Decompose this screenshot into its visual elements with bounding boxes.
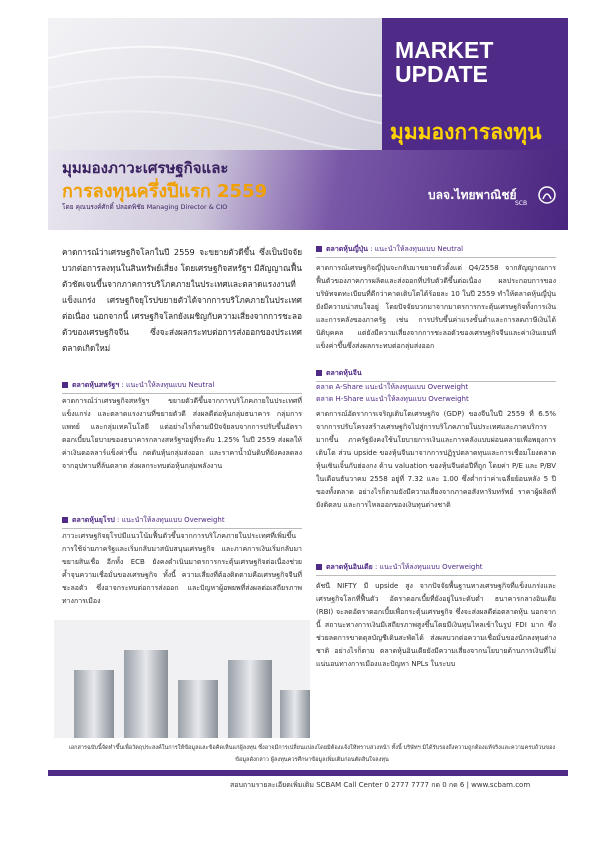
section-head-cn: [316, 368, 556, 382]
bullet-square-icon: [62, 382, 68, 388]
section-title-us: ตลาดหุ้นสหรัฐฯ: [72, 381, 120, 389]
company-logo-text: บลจ.ไทยพาณิชย์: [428, 188, 517, 202]
cn-a-share-recommendation: ตลาด A-Share แนะนำให้ลงทุนแบบ Overweight: [316, 383, 469, 391]
page-title-line-2: การลงทุนครึ่งปีแรก 2559: [62, 181, 268, 202]
section-body-cn: คาดการณ์อัตราการเจริญเติบโตเศรษฐกิจ (GDP) ของจีนในปี 2559 ที่ 6.5% จากการปรับโครงสร้างเศรษฐกิจไปสู่การบริโภคภายในประเทศและภาคบริการมากขึ้น ภาครัฐยังคงใช้นโยบายการเงินและการคลังแบบผ่อนคลายเพื่อพยุงการเติบโต ส่วน upside ของหุ้นจีนมาจากการปฏิรูปตลาดทุนและการเชื่อมโยงตลาดหุ้นเซินเจิ้นกับฮ่องกง ด้าน valuation ของหุ้นจีนต่อปีที่ถูก โดยค่า P/E และ P/BV ในเดือนธันวาคม 2558 อยู่ที่ 7.32 และ 1.00 ซึ่งต่ำกว่าค่าเฉลี่ยย้อนหลัง 5 ปีของทั้งตลาด อย่างไรก็ตามยังมีความเสี่ยงจากภาคอสังหาริมทรัพย์ ราคาผู้ผลิตที่ยังติดลบ และการไหลออกของเงินทุนต่างชาติ: [316, 410, 556, 509]
disclaimer: เอกสารฉบับนี้จัดทำขึ้นเพื่อวัตถุประสงค์ในการให้ข้อมูลและข้อคิดเห็นแก่ผู้ลงทุน ซึ่งอาจมีการเปลี่ยนแปลงโดยมิต้องแจ้งให้ทราบล่วงหน้า ทั้งนี้ บริษัทฯ มิได้รับรองถึงความถูกต้องแท้จริงและความครบถ้วนของข้อมูลดังกล่าว ผู้ลงทุนควรศึกษาข้อมูลเพิ่มเติมก่อนตัดสินใจลงทุน: [68, 745, 556, 763]
bullet-square-icon: [316, 370, 322, 376]
footer-divider: [48, 770, 568, 776]
coin-stacks-image: [54, 620, 310, 738]
section-title-eu: ตลาดหุ้นยุโรป: [72, 516, 115, 524]
recommendation-us: : แนะนำให้ลงทุนแบบ Neutral: [121, 381, 215, 389]
footer-contact: สอบถามรายละเอียดเพิ่มเติม SCBAM Call Center 0 2777 7777 กด 0 กด 6 | www.scbam.com: [230, 781, 531, 789]
section-head-jp: [316, 244, 556, 258]
bullet-square-icon: [62, 517, 68, 523]
scb-logo-icon: [538, 186, 556, 204]
recommendation-jp: : แนะนำให้ลงทุนแบบ Neutral: [370, 245, 464, 253]
section-body-us: คาดการณ์ว่าเศรษฐกิจสหรัฐฯ ขยายตัวดีขึ้นจากการบริโภคภายในประเทศที่แข็งแกร่ง และตลาดแรงงานที่ขยายตัวดี ส่งผลดีต่อหุ้นกลุ่มธนาคาร กลุ่มการแพทย์ และกลุ่มเทคโนโลยี แต่อย่างไรก็ตามมีปัจจัยลบจากการปรับขึ้นอัตราดอกเบี้ยนโยบายของธนาคารกลางสหรัฐฯอยู่ที่ระดับ 1.25% ในปี 2559 ส่งผลให้ค่าเงินดอลลาร์แข็งค่าขึ้น กดดันหุ้นกลุ่มส่งออก และราคาน้ำมันดิบที่ยังคงลดลงจากอุปทานที่ล้นตลาด ส่งผลกระทบต่อหุ้นกลุ่มพลังงาน: [62, 397, 302, 470]
company-logo-sub: SCB: [515, 200, 528, 207]
section-head-us: [62, 380, 302, 394]
section-head-india: [316, 562, 556, 576]
section-title-jp: ตลาดหุ้นญี่ปุ่น: [326, 245, 368, 253]
section-body-jp: คาดการณ์เศรษฐกิจญี่ปุ่นจะกลับมาขยายตัวตั้งแต่ Q4/2558 จากสัญญาณการฟื้นตัวของภาคการผลิตและส่งออกที่ปรับตัวดีขึ้นต่อเนื่อง ผลประกอบการของบริษัทจดทะเบียนที่ดีกว่าคาดเติบโตได้ร้อยละ 10 ในปี 2559 ทำให้ตลาดหุ้นญี่ปุ่นยังมีความน่าสนใจอยู่ โดยปัจจัยบวกมาจากมาตรการกระตุ้นเศรษฐกิจทั้งการเงินและการคลังของภาครัฐ เช่น การปรับขึ้นค่าแรงขั้นต่ำและการลดภาษีเงินได้นิติบุคคล แต่ยังมีความเสี่ยงจากการชะลอตัวของเศรษฐกิจจีนและค่าเงินเยนที่แข็งค่าขึ้นซึ่งส่งผลกระทบต่อกลุ่มส่งออก: [316, 264, 556, 350]
recommendation-eu: : แนะนำให้ลงทุนแบบ Overweight: [117, 516, 225, 524]
brand-line-2: UPDATE: [395, 61, 488, 87]
section-title-cn: ตลาดหุ้นจีน: [326, 369, 362, 377]
page-title-line-1: มุมมองภาวะเศรษฐกิจและ: [62, 159, 229, 177]
recommendation-india: : แนะนำให้ลงทุนแบบ Overweight: [374, 563, 483, 571]
brand-subtitle: มุมมองการลงทุน: [390, 120, 542, 144]
cn-h-share-recommendation: ตลาด H-Share แนะนำให้ลงทุนแบบ Overweight: [316, 395, 469, 403]
bullet-square-icon: [316, 246, 322, 252]
author-line: โดย คุณนรงค์ศักดิ์ ปลอดพิชัย Managing Director & CIO: [62, 203, 228, 211]
brand-line-1: MARKET: [395, 37, 494, 63]
section-body-india: ดัชนี NIFTY มี upside สูง จากปัจจัยพื้นฐานทางเศรษฐกิจที่แข็งแกร่งและเศรษฐกิจโลกที่ฟื้นตัว อัตราดอกเบี้ยที่ยังอยู่ในระดับต่ำ ธนาคารกลางอินเดีย (RBI) จะลดอัตราดอกเบี้ยเพื่อกระตุ้นเศรษฐกิจ ซึ่งจะส่งผลดีต่อตลาดหุ้น นอกจากนี้ สถานะทางการเงินมีเสถียรภาพสูงขึ้นโดยมีเงินทุนไหลเข้าในรูป FDI มาก ซึ่งช่วยลดการขาดดุลบัญชีเดินสะพัดได้ ส่งผลบวกต่อความเชื่อมั่นของนักลงทุนต่างชาติ อย่างไรก็ตาม ตลาดหุ้นอินเดียยังมีความเสี่ยงจากนโยบายด้านการเงินที่ไม่แน่นอนทางการเมืองและปัญหา NPLs ในระบบ: [316, 582, 556, 668]
brand-title: [395, 38, 493, 86]
section-title-india: ตลาดหุ้นอินเดีย: [326, 563, 373, 571]
section-body-eu: ภาวะเศรษฐกิจยุโรปมีแนวโน้มฟื้นตัวขึ้นจากการบริโภคภายในประเทศที่เพิ่มขึ้น การใช้จ่ายภาครัฐและเริ่มกลับมาสนับสนุนเศรษฐกิจ และภาคการเงินเริ่มกลับมาขยายสินเชื่อ อีกทั้ง ECB ยังคงดำเนินมาตรการกระตุ้นเศรษฐกิจต่อเนื่องช่วยค้ำจุนความเชื่อมั่นของเศรษฐกิจ ทั้งนี้ ความเสี่ยงที่ต้องติดตามคือเศรษฐกิจจีนที่ชะลอตัว ซึ่งอาจกระทบต่อการส่งออก และปัญหาผู้อพยพที่ส่งผลต่อเสถียรภาพทางการเมือง: [62, 532, 302, 605]
lead-paragraph: คาดการณ์ว่าเศรษฐกิจโลกในปี 2559 จะขยายตัวดีขึ้น ซึ่งเป็นปัจจัยบวกต่อการลงทุนในสินทรัพย์เสี่ยง โดยเศรษฐกิจสหรัฐฯ มีสัญญาณฟื้นตัวชัดเจนขึ้นจากภาคการบริโภคภายในประเทศและตลาดแรงงานที่แข็งแกร่ง เศรษฐกิจยุโรปขยายตัวได้จากการบริโภคภายในประเทศต่อเนื่อง นอกจากนี้ เศรษฐกิจโลกยังเผชิญกับความเสี่ยงจากการชะลอตัวของเศรษฐกิจจีน ซึ่งจะส่งผลกระทบต่อการส่งออกของประเทศตลาดเกิดใหม่: [62, 247, 302, 353]
section-head-eu: [62, 515, 302, 529]
bullet-square-icon: [316, 564, 322, 570]
